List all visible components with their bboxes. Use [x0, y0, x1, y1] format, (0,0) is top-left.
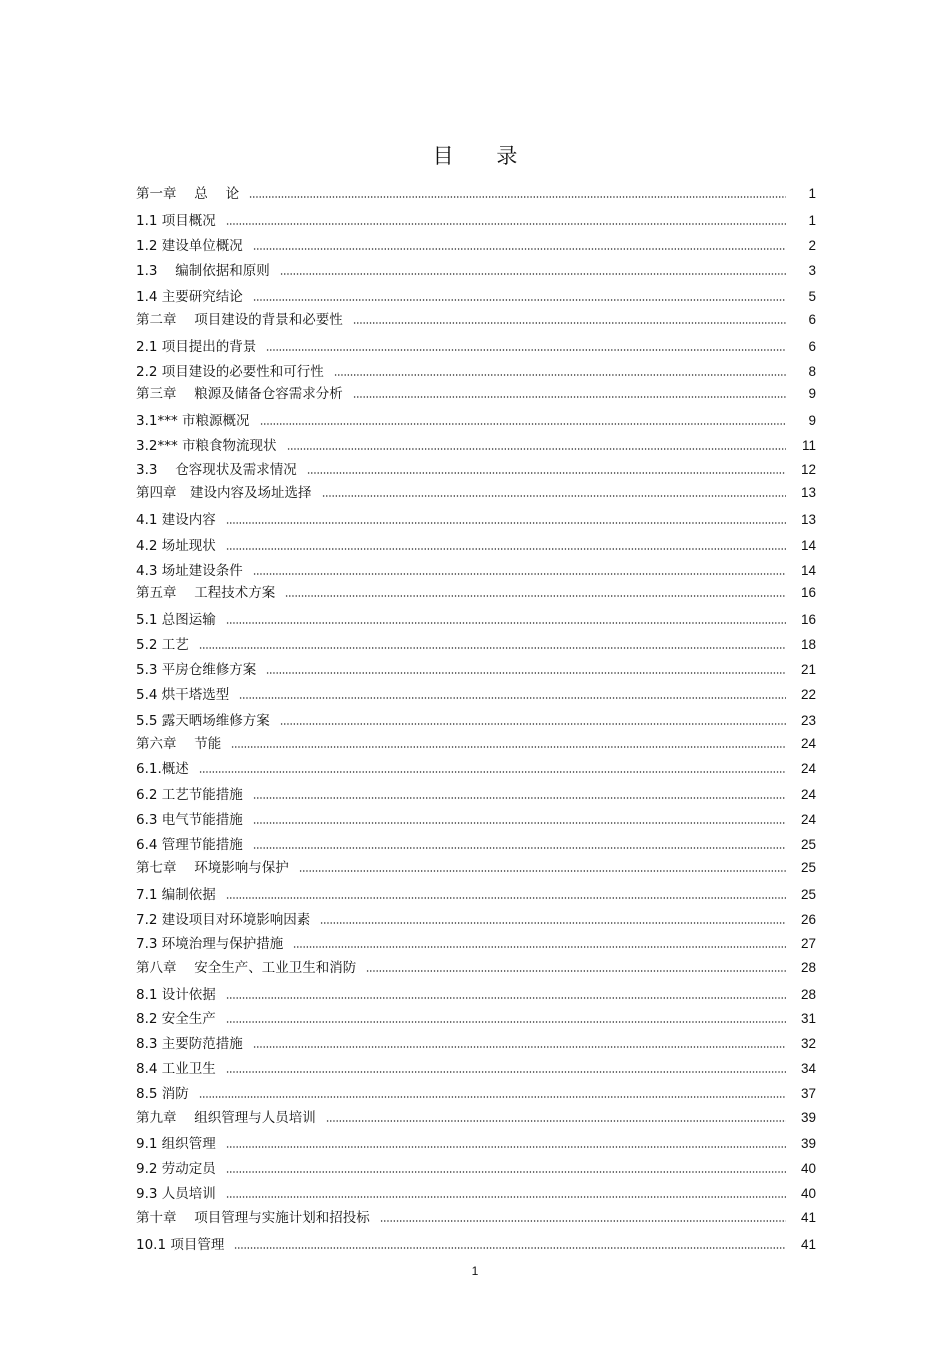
toc-entry-label: 5.2 工艺 — [136, 637, 189, 653]
toc-dot-leader — [226, 1020, 786, 1024]
toc-entry-label: 2.1 项目提出的背景 — [136, 339, 257, 355]
toc-entry[interactable] — [136, 1009, 816, 1027]
toc-entry-page: 25 — [800, 860, 816, 875]
toc-entry[interactable] — [136, 1184, 816, 1202]
toc-entry-label: 第四章 建设内容及场址选择 — [136, 485, 312, 501]
toc-dot-leader — [226, 621, 786, 625]
toc-entry[interactable] — [136, 858, 816, 876]
toc-entry-page: 16 — [800, 585, 816, 600]
toc-dot-leader — [307, 471, 786, 475]
toc-entry[interactable] — [136, 810, 816, 828]
toc-entry[interactable] — [136, 1084, 816, 1102]
toc-dot-leader — [253, 821, 786, 825]
toc-entry-label: 6.2 工艺节能措施 — [136, 787, 243, 803]
toc-entry-page: 5 — [808, 289, 816, 304]
toc-entry-page: 11 — [801, 438, 816, 453]
toc-entry[interactable] — [136, 411, 816, 429]
toc-entry-label: 6.3 电气节能措施 — [136, 812, 243, 828]
toc-entry[interactable] — [136, 835, 816, 853]
toc-entry-page: 41 — [800, 1210, 816, 1225]
toc-entry[interactable] — [136, 1159, 816, 1177]
toc-entry-page: 18 — [800, 637, 816, 652]
toc-entry-page: 40 — [800, 1186, 816, 1201]
toc-dot-leader — [226, 521, 786, 525]
toc-dot-leader — [322, 494, 787, 498]
toc-entry-page: 28 — [800, 987, 816, 1002]
toc-dot-leader — [299, 869, 786, 873]
toc-entry-page: 22 — [800, 687, 816, 702]
toc-entry-page: 41 — [800, 1237, 816, 1252]
toc-dot-leader — [285, 594, 786, 598]
toc-entry-page: 24 — [800, 787, 816, 802]
toc-entry-page: 37 — [800, 1086, 816, 1101]
toc-entry-label: 9.2 劳动定员 — [136, 1161, 216, 1177]
toc-entry-page: 27 — [800, 936, 816, 951]
toc-entry-label: 5.1 总图运输 — [136, 612, 216, 628]
toc-entry-page: 39 — [800, 1110, 816, 1125]
toc-entry-page: 24 — [800, 736, 816, 751]
toc-entry-label: 10.1 项目管理 — [136, 1237, 225, 1253]
toc-entry[interactable] — [136, 685, 816, 703]
toc-dot-leader — [234, 1246, 786, 1250]
toc-dot-leader — [260, 422, 786, 426]
toc-entry-page: 12 — [800, 462, 816, 477]
toc-entry-page: 1 — [808, 213, 816, 228]
toc-entry[interactable] — [136, 261, 816, 279]
toc-dot-leader — [353, 395, 786, 399]
toc-entry[interactable] — [136, 561, 816, 579]
toc-entry-page: 21 — [800, 662, 816, 677]
toc-entry[interactable] — [136, 337, 816, 355]
toc-dot-leader — [239, 696, 786, 700]
toc-dot-leader — [320, 921, 786, 925]
toc-entry-page: 28 — [800, 960, 816, 975]
toc-dot-leader — [226, 222, 786, 226]
toc-entry-label: 1.4 主要研究结论 — [136, 289, 243, 305]
toc-dot-leader — [280, 272, 786, 276]
toc-entry[interactable] — [136, 436, 816, 454]
toc-dot-leader — [293, 945, 786, 949]
toc-entry-page: 9 — [808, 386, 816, 401]
toc-entry-label: 4.1 建设内容 — [136, 512, 216, 528]
toc-entry-label: 3.3 仓容现状及需求情况 — [136, 462, 297, 478]
toc-dot-leader — [226, 1170, 786, 1174]
toc-entry-label: 7.1 编制依据 — [136, 887, 216, 903]
toc-entry[interactable] — [136, 184, 816, 202]
toc-entry[interactable] — [136, 610, 816, 628]
toc-entry[interactable] — [136, 1059, 816, 1077]
toc-entry-label: 第三章 粮源及储备仓容需求分析 — [136, 386, 343, 402]
toc-dot-leader — [253, 247, 786, 251]
toc-entry-label: 8.1 设计依据 — [136, 987, 216, 1003]
toc-dot-leader — [353, 321, 786, 325]
toc-entry-label: 7.2 建设项目对环境影响因素 — [136, 912, 311, 928]
toc-dot-leader — [334, 373, 786, 377]
toc-entry-label: 4.2 场址现状 — [136, 538, 216, 554]
toc-entry-label: 第一章 总 论 — [136, 186, 240, 202]
toc-dot-leader — [253, 796, 786, 800]
toc-dot-leader — [253, 846, 786, 850]
toc-entry[interactable] — [136, 310, 816, 328]
toc-dot-leader — [226, 547, 786, 551]
toc-entry-page: 40 — [800, 1161, 816, 1176]
toc-entry[interactable] — [136, 510, 816, 528]
toc-title: 目 录 — [432, 144, 536, 168]
toc-entry[interactable] — [136, 236, 816, 254]
toc-entry[interactable] — [136, 934, 816, 952]
toc-dot-leader — [253, 572, 786, 576]
toc-entry-page: 24 — [800, 812, 816, 827]
toc-entry-label: 5.3 平房仓维修方案 — [136, 662, 257, 678]
toc-entry[interactable] — [136, 759, 816, 777]
toc-entry-label: 第九章 组织管理与人员培训 — [136, 1110, 316, 1126]
toc-entry-label: 8.2 安全生产 — [136, 1011, 216, 1027]
toc-entry-page: 23 — [800, 713, 816, 728]
toc-dot-leader — [226, 896, 786, 900]
toc-entry-label: 3.1*** 市粮源概况 — [136, 413, 250, 429]
toc-entry-label: 9.1 组织管理 — [136, 1136, 216, 1152]
toc-dot-leader — [266, 671, 786, 675]
toc-entry-label: 第七章 环境影响与保护 — [136, 860, 289, 876]
toc-entry[interactable] — [136, 660, 816, 678]
toc-entry-page: 39 — [800, 1136, 816, 1151]
table-of-contents — [136, 0, 816, 1345]
toc-entry-label: 1.2 建设单位概况 — [136, 238, 243, 254]
toc-entry-page: 6 — [808, 312, 816, 327]
toc-entry-label: 第十章 项目管理与实施计划和招投标 — [136, 1210, 370, 1226]
toc-entry[interactable] — [136, 384, 816, 402]
toc-dot-leader — [266, 348, 786, 352]
toc-entry-label: 3.2*** 市粮食物流现状 — [136, 438, 277, 454]
toc-entry-page: 26 — [800, 912, 816, 927]
toc-entry-label: 第五章 工程技术方案 — [136, 585, 276, 601]
toc-entry-page: 14 — [800, 563, 816, 578]
toc-entry-label: 8.5 消防 — [136, 1086, 189, 1102]
toc-entry[interactable] — [136, 1108, 816, 1126]
toc-entry-label: 7.3 环境治理与保护措施 — [136, 936, 284, 952]
toc-entry[interactable] — [136, 958, 816, 976]
toc-entry[interactable] — [136, 211, 816, 229]
toc-dot-leader — [199, 770, 786, 774]
toc-entry-page: 13 — [800, 512, 816, 527]
toc-entry-page: 31 — [800, 1011, 816, 1026]
toc-entry-label: 9.3 人员培训 — [136, 1186, 216, 1202]
toc-entry[interactable] — [136, 1134, 816, 1152]
toc-dot-leader — [226, 1145, 786, 1149]
toc-entry[interactable] — [136, 483, 816, 501]
toc-entry-page: 16 — [800, 612, 816, 627]
toc-dot-leader — [226, 996, 786, 1000]
toc-entry-page: 6 — [808, 339, 816, 354]
toc-dot-leader — [287, 447, 786, 451]
toc-entry-label: 8.4 工业卫生 — [136, 1061, 216, 1077]
toc-entry-label: 2.2 项目建设的必要性和可行性 — [136, 364, 324, 380]
toc-entry[interactable] — [136, 1235, 816, 1253]
page-number: 1 — [471, 1264, 479, 1278]
toc-entry-page: 8 — [808, 364, 816, 379]
toc-entry-page: 25 — [800, 887, 816, 902]
toc-dot-leader — [199, 1095, 786, 1099]
toc-dot-leader — [366, 969, 786, 973]
toc-entry[interactable] — [136, 985, 816, 1003]
toc-entry[interactable] — [136, 885, 816, 903]
toc-entry-label: 第八章 安全生产、工业卫生和消防 — [136, 960, 357, 976]
toc-dot-leader — [231, 745, 786, 749]
toc-entry-page: 24 — [800, 761, 816, 776]
toc-entry-page: 13 — [800, 485, 816, 500]
toc-entry[interactable] — [136, 910, 816, 928]
toc-dot-leader — [226, 1195, 786, 1199]
toc-dot-leader — [380, 1219, 786, 1223]
toc-entry[interactable] — [136, 536, 816, 554]
toc-dot-leader — [280, 722, 786, 726]
toc-entry-label: 1.3 编制依据和原则 — [136, 263, 270, 279]
toc-entry-page: 25 — [800, 837, 816, 852]
toc-entry-label: 6.1.概述 — [136, 761, 189, 777]
toc-entry[interactable] — [136, 785, 816, 803]
toc-entry[interactable] — [136, 1208, 816, 1226]
toc-dot-leader — [199, 646, 786, 650]
toc-dot-leader — [226, 1070, 786, 1074]
toc-entry-page: 9 — [808, 413, 816, 428]
toc-entry-label: 5.5 露天晒场维修方案 — [136, 713, 270, 729]
toc-dot-leader — [253, 298, 786, 302]
toc-entry-label: 6.4 管理节能措施 — [136, 837, 243, 853]
toc-entry-label: 1.1 项目概况 — [136, 213, 216, 229]
toc-entry-page: 14 — [800, 538, 816, 553]
toc-entry[interactable] — [136, 635, 816, 653]
toc-entry[interactable] — [136, 460, 816, 478]
toc-entry-page: 32 — [800, 1036, 816, 1051]
toc-entry-page: 1 — [808, 186, 816, 201]
toc-entry-label: 第六章 节能 — [136, 736, 222, 752]
toc-entry-page: 3 — [808, 263, 816, 278]
toc-entry-page: 34 — [800, 1061, 816, 1076]
toc-entry-label: 8.3 主要防范措施 — [136, 1036, 243, 1052]
toc-entry-page: 2 — [808, 238, 816, 253]
toc-entry-label: 5.4 烘干塔选型 — [136, 687, 230, 703]
toc-entry[interactable] — [136, 734, 816, 752]
toc-entry[interactable] — [136, 1034, 816, 1052]
toc-entry[interactable] — [136, 362, 816, 380]
toc-dot-leader — [249, 195, 786, 199]
toc-entry[interactable] — [136, 711, 816, 729]
toc-entry[interactable] — [136, 287, 816, 305]
toc-entry-label: 第二章 项目建设的背景和必要性 — [136, 312, 343, 328]
toc-entry[interactable] — [136, 583, 816, 601]
toc-entry-label: 4.3 场址建设条件 — [136, 563, 243, 579]
toc-dot-leader — [253, 1045, 786, 1049]
toc-dot-leader — [326, 1119, 786, 1123]
